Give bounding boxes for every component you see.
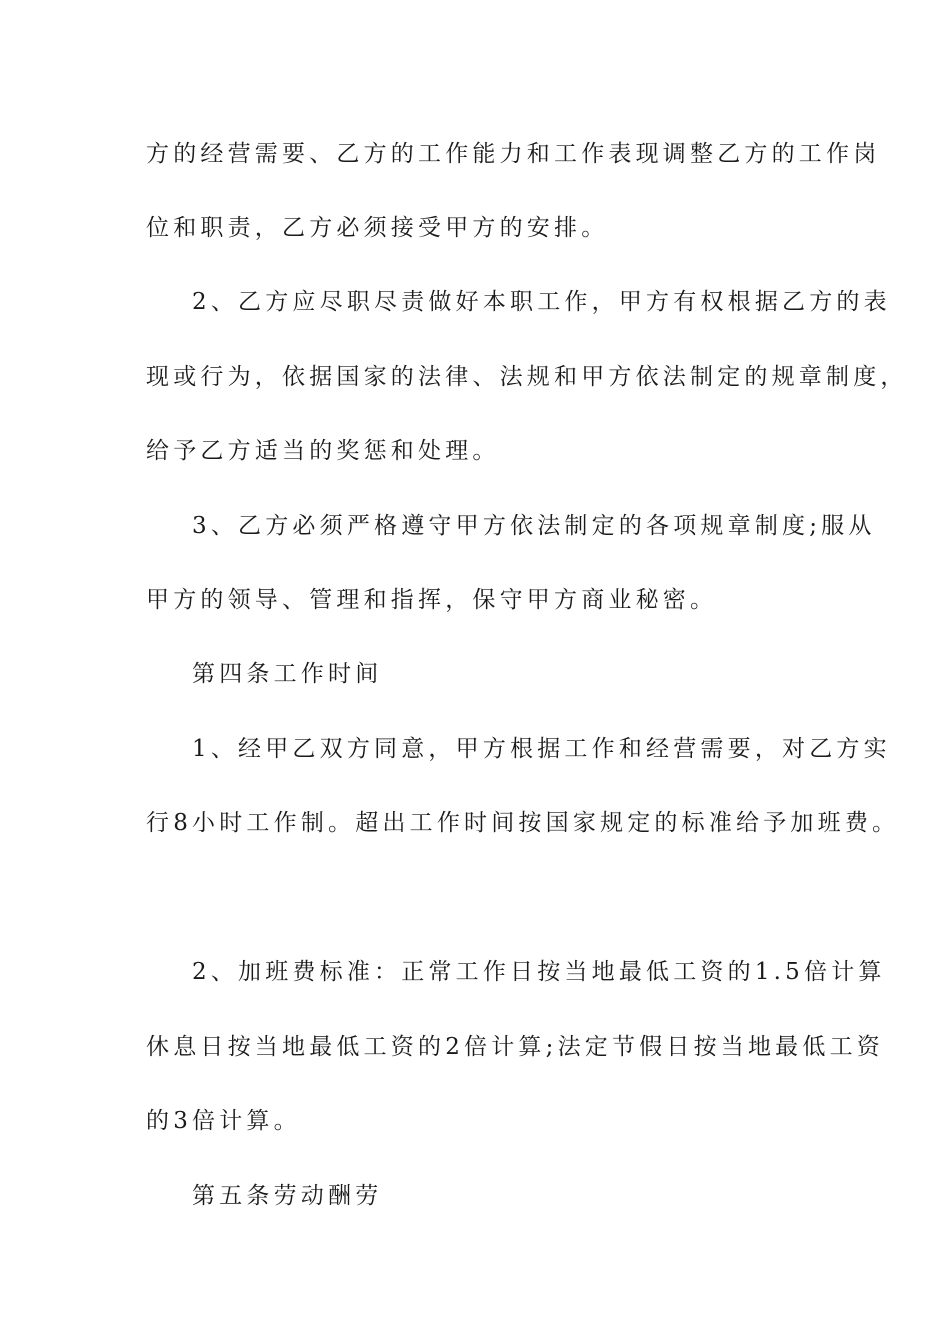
paragraph-line: 休息日按当地最低工资的2倍计算;法定节假日按当地最低工资	[146, 1034, 884, 1060]
paragraph-line: 方的经营需要、乙方的工作能力和工作表现调整乙方的工作岗	[146, 141, 881, 167]
paragraph-line: 2、加班费标准：正常工作日按当地最低工资的1.5倍计算	[192, 959, 886, 985]
paragraph-line: 行8小时工作制。超出工作时间按国家规定的标准给予加班费。	[146, 810, 900, 836]
paragraph-line: 给予乙方适当的奖惩和处理。	[146, 438, 500, 464]
paragraph-line: 现或行为，依据国家的法律、法规和甲方依法制定的规章制度，	[146, 364, 908, 390]
paragraph-line: 位和职责，乙方必须接受甲方的安排。	[146, 215, 609, 241]
paragraph-line: 3、乙方必须严格遵守甲方依法制定的各项规章制度;服从	[192, 513, 876, 539]
paragraph-line: 1、经甲乙双方同意，甲方根据工作和经营需要，对乙方实	[192, 736, 891, 762]
section-heading: 第四条工作时间	[192, 661, 383, 687]
section-heading: 第五条劳动酬劳	[192, 1183, 383, 1209]
paragraph-line: 甲方的领导、管理和指挥，保守甲方商业秘密。	[146, 587, 718, 613]
paragraph-line: 2、乙方应尽职尽责做好本职工作，甲方有权根据乙方的表	[192, 289, 891, 315]
paragraph-line: 的3倍计算。	[146, 1108, 301, 1134]
